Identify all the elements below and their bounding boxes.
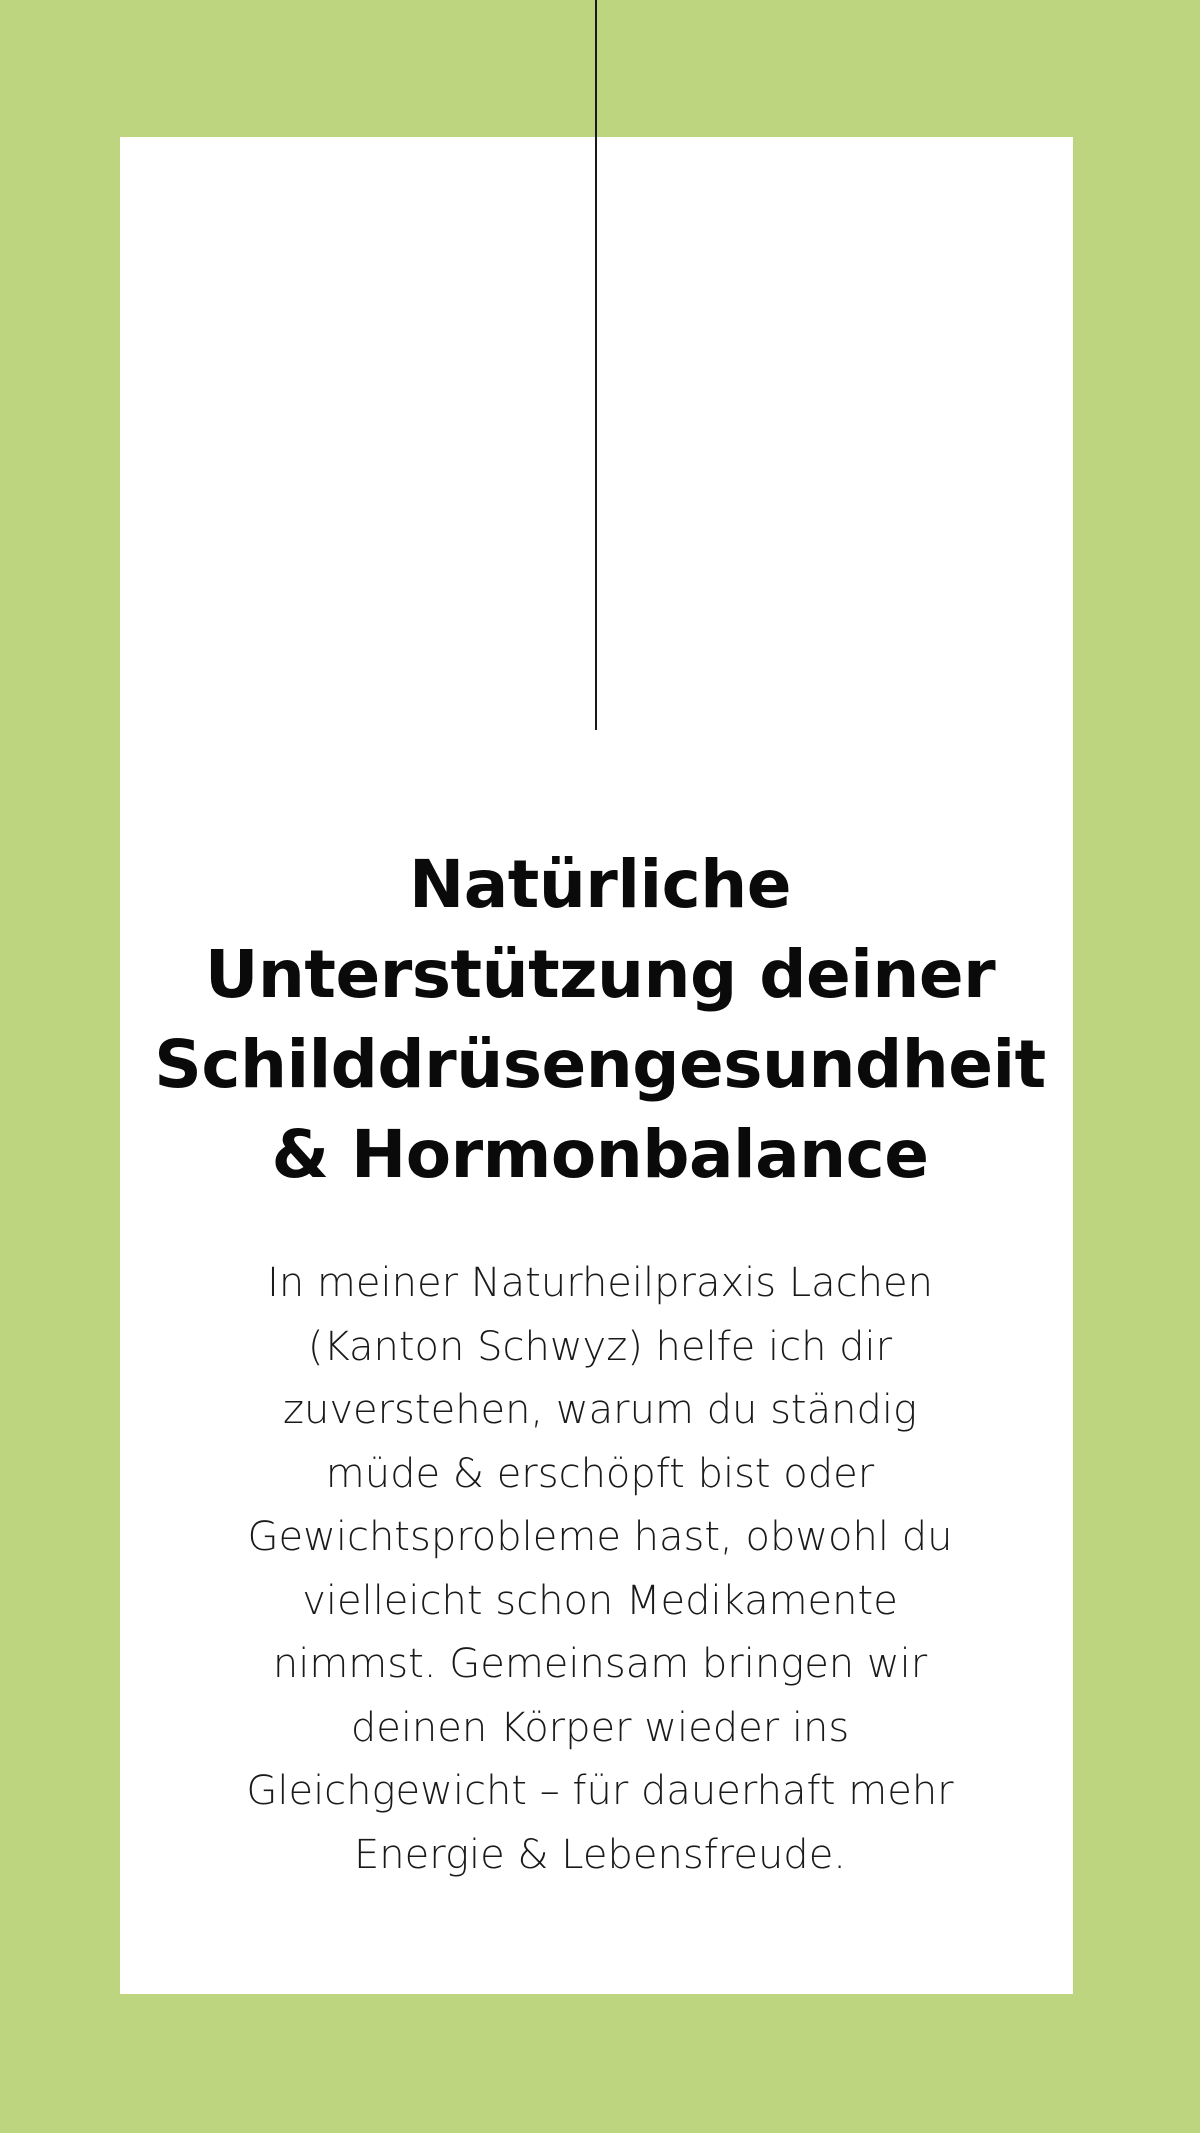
hero-heading: Natürliche Unterstützung deiner Schilddrüsengesundheit & Hormonbalance xyxy=(154,846,1046,1193)
hero-description: In meiner Naturheilpraxis Lachen (Kanton Schwyz) helfe ich dir zuverstehen, warum du ständig müde & erschöpft bist oder Gewichtsprobleme hast, obwohl du vielleicht schon Medikamente nimmst. Gemeinsam bringen wir deinen Körper wieder ins Gleichgewicht – für dauerhaft mehr Energie & Lebensfreude. xyxy=(246,1260,954,1878)
vertical-divider-line xyxy=(595,0,597,730)
